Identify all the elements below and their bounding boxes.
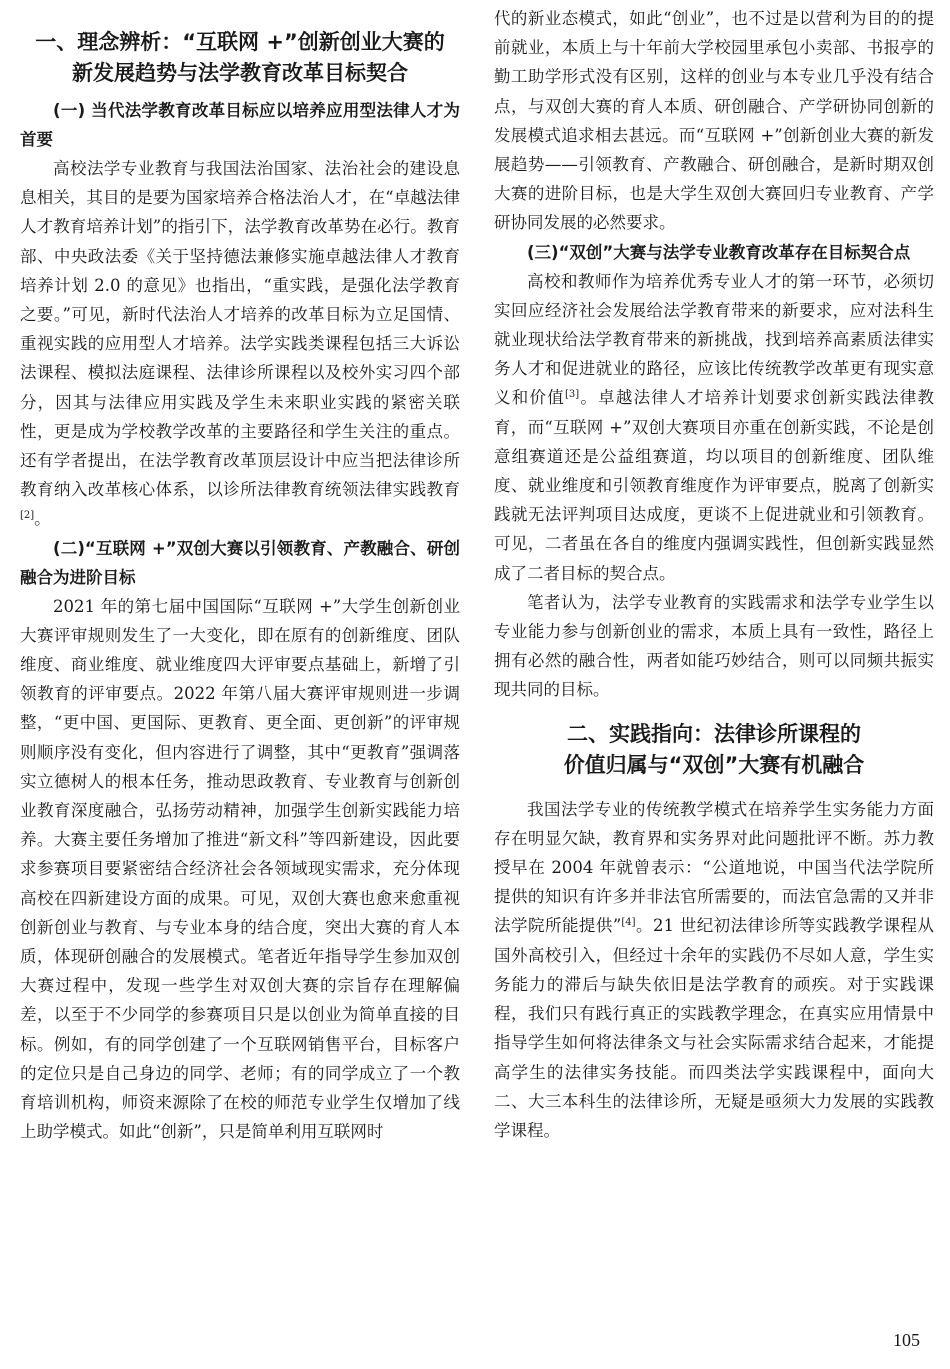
paragraph-4: 笔者认为，法学专业教育的实践需求和法学专业学生以专业能力参与创新创业的需求，本质上具有一致性，路径上拥有必然的融合性，两者如能巧妙结合，则可以同频共振实现共同的目标。 — [494, 592, 934, 700]
section-1-title-line-1: 一、理念辨析：“互联网 +”创新创业大赛的 — [35, 30, 445, 54]
paragraph-5-text-b: 。21 世纪初法律诊所等实践教学课程从国外高校引入，但经过十余年的实践仍不尽如人意，学生实务能力的滞后与缺失依旧是法学教育的顽疾。对于实践课程，我们只有践行真正的实践教学理念，在真实应用情景中指导学生如何将法律条文与社会实际需求结合起来，才能提高学生的法律实务技能。而四类法学实践课程中，面向大二、大三本科生的法律诊所，无疑是亟须大力发展的实践教学课程。 — [494, 916, 935, 1140]
paragraph-3-text-b: 。卓越法律人才培养计划要求创新实践法律教育，而“互联网 +”双创大赛项目亦重在创新实践，不论是创意组赛道还是公益组赛道，均以项目的创新维度、团队维度、就业维度和引领教育维度作为评审要点，脱离了创新实践就无法评判项目达成度，更谈不上促进就业和引领教育。可见，二者虽在各自的维度内强调实践性，但创新实践显然成了二者目标的契合点。 — [494, 388, 935, 583]
paragraph-1 — [20, 154, 460, 534]
citation-4: [4] — [621, 917, 636, 929]
subsection-1-title: (一) 当代法学教育改革目标应以培养应用型法律人才为首要 — [20, 101, 460, 149]
paragraph-2-continued: 代的新业态模式，如此“创业”，也不过是以营利为目的的提前就业，本质上与十年前大学校园里承包小卖部、书报亭的勤工助学形式没有区别，这样的创业与本专业几乎没有结合点，与双创大赛的育人本质、研创融合、产学研协同创新的发展模式追求相去甚远。而“互联网 +”创新创业大赛的新发展趋势——引领教育、产教融合、研创融合，是新时期双创大赛的进阶目标，也是大学生双创大赛回归专业教育、产学研协同发展的必然要求。 — [494, 9, 934, 233]
paragraph-2: 2021 年的第七届中国国际“互联网 +”大学生创新创业大赛评审规则发生了一大变化，即在原有的创新维度、团队维度、商业维度、就业维度四大评审要点基础上，新增了引领教育的评审要点。2022 年第八届大赛评审规则进一步调整，“更中国、更国际、更教育、更全面、更创新”的评审规则顺序没有变化，但内容进行了调整，其中“更教育”强调落实立德树人的根本任务，推动思政教育、专业教育与创新创业教育深度融合，弘扬劳动精神，加强学生创新实践能力培养。大赛主要任务增加了推进“新文科”等四新建设，因此要求参赛项目要紧密结合经济社会各领域现实需求，充分体现高校在四新建设方面的成果。可见，双创大赛也愈来愈重视创新创业与教育、与专业本身的结合度，突出大赛的育人本质，体现研创融合的发展模式。笔者近年指导学生参加双创大赛过程中，发现一些学生对双创大赛的宗旨存在理解偏差，以至于不少同学的参赛项目只是以创业为简单直接的目标。例如，有的同学创建了一个互联网销售平台，目标客户的定位只是自己身边的同学、老师；有的同学成立了一个教育培训机构，师资来源除了在校的师范专业学生仅增加了线上助学模式。如此“创新”，只是简单利用互联网时 — [20, 596, 460, 1142]
section-2-title-line-2: 价值归属与“双创”大赛有机融合 — [563, 752, 865, 777]
subsection-3-title: (三)“双创”大赛与法学专业教育改革存在目标契合点 — [527, 242, 911, 262]
citation-2: [2] — [20, 510, 35, 522]
paragraph-1-text: 高校法学专业教育与我国法治国家、法治社会的建设息息相关，其目的是要为国家培养合格法治人才，在“卓越法律人才教育培养计划”的指引下，法学教育改革势在必行。教育部、中央政法委《关于坚持德法兼修实施卓越法律人才教育培养计划 2.0 的意见》也指出，“重实践，是强化法学教育之要。”可见，新时代法治人才培养的改革目标为立足国情、重视实践的应用型人才培养。法学实践类课程包括三大诉讼法课程、模拟法庭课程、法律诊所课程以及校外实习四个部分，因其与法律应用实践及学生未来职业实践的紧密关联性，更是成为学校教学改革的主要路径和学生关注的重点。还有学者提出，在法学教育改革顶层设计中应当把法律诊所教育纳入改革核心体系，以诊所法律教育统领法律实践教育 — [20, 159, 460, 500]
section-1-title-line-2: 新发展趋势与法学教育改革目标契合 — [72, 61, 408, 85]
subsection-2-title: (二)“互联网 +”双创大赛以引领教育、产教融合、研创融合为进阶目标 — [20, 538, 460, 587]
paragraph-3-text-a: 高校和教师作为培养优秀专业人才的第一环节，必须切实回应经济社会发展给法学教育带来的新要求，应对法科生就业现状给法学教育带来的新挑战，找到培养高素质法律实务人才和促进就业的路径，应该比传统教学改革更有现实意义和价值 — [494, 271, 934, 408]
left-column — [20, 0, 460, 1147]
paragraph-5 — [494, 795, 934, 1145]
paragraph-3 — [494, 267, 934, 588]
section-2-title-line-1: 二、实践指向：法律诊所课程的 — [567, 721, 861, 746]
section-2-title — [494, 719, 934, 781]
paragraph-1-end: 。 — [34, 509, 51, 529]
page-number: 105 — [893, 1330, 920, 1350]
right-column — [494, 0, 934, 1145]
paragraph-5-text-a: 我国法学专业的传统教学模式在培养学生实务能力方面存在明显欠缺，教育界和实务界对此问题批评不断。苏力教授早在 2004 年就曾表示：“公道地说，中国当代法学院所提供的知识有许多并非法官所需要的，而法官急需的又并非法学院所能提供” — [494, 799, 934, 936]
section-1-title — [20, 27, 460, 89]
citation-3: [3] — [564, 389, 580, 401]
